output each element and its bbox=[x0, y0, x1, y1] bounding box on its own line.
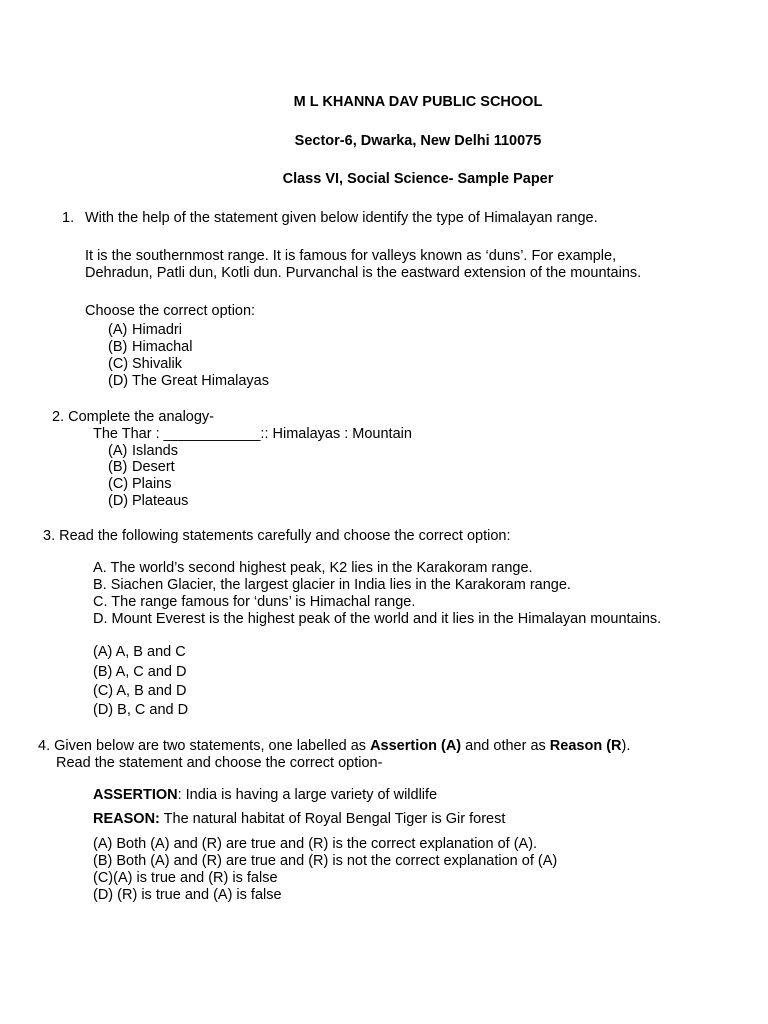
q4-text-part: ). bbox=[621, 738, 631, 754]
q1-option-a bbox=[108, 322, 182, 339]
q4-text bbox=[38, 738, 630, 755]
reason-term: Reason (R bbox=[549, 738, 622, 754]
q1-option-d bbox=[108, 373, 269, 390]
option-label: (B) bbox=[93, 853, 113, 869]
option-text: Both (A) and (R) are true and (R) is the correct explanation of (A). bbox=[116, 836, 538, 852]
option-label: (C) bbox=[108, 476, 129, 492]
q2-option-b bbox=[108, 459, 175, 476]
q4-option-c bbox=[93, 870, 278, 887]
q3-option-a bbox=[93, 644, 186, 661]
q1-passage-line: Dehradun, Patli dun, Kotli dun. Purvanchal is the eastward extension of the mountains. bbox=[85, 265, 642, 281]
q4-option-d bbox=[93, 887, 282, 904]
option-label: (C) bbox=[93, 870, 114, 886]
option-label: (D) bbox=[108, 373, 129, 389]
paper-title: Class VI, Social Science- Sample Paper bbox=[282, 171, 554, 187]
option-text: Himachal bbox=[132, 339, 193, 355]
assertion-text: : India is having a large variety of wildlife bbox=[177, 787, 438, 803]
option-label: (D) bbox=[93, 887, 114, 903]
option-text: Desert bbox=[132, 459, 175, 475]
q3-option-c bbox=[93, 683, 187, 700]
q4-text-part: and other as bbox=[461, 738, 550, 754]
q2-option-c bbox=[108, 476, 172, 493]
q3-statement: A. The world’s second highest peak, K2 lies in the Karakoram range. bbox=[93, 560, 533, 576]
reason-text: The natural habitat of Royal Bengal Tiger is Gir forest bbox=[159, 811, 506, 827]
option-text: Plateaus bbox=[132, 493, 189, 509]
q1-number: 1. bbox=[62, 210, 75, 226]
option-text: (A) is true and (R) is false bbox=[113, 870, 278, 886]
q3-statement: B. Siachen Glacier, the largest glacier in India lies in the Karakoram range. bbox=[93, 577, 571, 593]
option-text: (R) is true and (A) is false bbox=[117, 887, 282, 903]
option-label: (C) bbox=[93, 683, 114, 699]
option-text: Plains bbox=[132, 476, 172, 492]
option-text: The Great Himalayas bbox=[132, 373, 269, 389]
option-text: Islands bbox=[132, 443, 178, 459]
option-label: (A) bbox=[108, 322, 128, 338]
option-label: (C) bbox=[108, 356, 129, 372]
q2-analogy: The Thar : ____________:: Himalayas : Mountain bbox=[93, 426, 412, 442]
q3-option-d bbox=[93, 702, 188, 719]
q1-prompt: Choose the correct option: bbox=[85, 303, 256, 319]
option-text: Both (A) and (R) are true and (R) is not the correct explanation of (A) bbox=[116, 853, 558, 869]
option-text: A, B and C bbox=[115, 644, 186, 660]
q4-text-part: 4. Given below are two statements, one labelled as bbox=[38, 738, 371, 754]
reason-line bbox=[93, 811, 505, 828]
q2-option-a bbox=[108, 443, 178, 460]
q4-option-b bbox=[93, 853, 557, 870]
option-label: (A) bbox=[93, 644, 113, 660]
option-label: (B) bbox=[108, 459, 128, 475]
reason-label: REASON: bbox=[93, 811, 160, 827]
q1-option-c bbox=[108, 356, 182, 373]
q2-option-d bbox=[108, 493, 188, 510]
option-label: (A) bbox=[108, 443, 128, 459]
option-label: (D) bbox=[93, 702, 114, 718]
assertion-label: ASSERTION bbox=[93, 787, 178, 803]
q3-statement: D. Mount Everest is the highest peak of the world and it lies in the Himalayan mountains. bbox=[93, 611, 662, 627]
q3-text: 3. Read the following statements carefully and choose the correct option: bbox=[43, 528, 511, 544]
option-text: A, B and D bbox=[116, 683, 187, 699]
option-text: B, C and D bbox=[117, 702, 189, 718]
q4-instruction: Read the statement and choose the correct option- bbox=[56, 755, 383, 771]
school-address: Sector-6, Dwarka, New Delhi 110075 bbox=[294, 133, 542, 149]
q3-statement: C. The range famous for ‘duns’ is Himachal range. bbox=[93, 594, 416, 610]
q1-option-b bbox=[108, 339, 192, 356]
option-label: (D) bbox=[108, 493, 129, 509]
option-label: (B) bbox=[93, 664, 113, 680]
option-text: A, C and D bbox=[115, 664, 187, 680]
assertion-term: Assertion (A) bbox=[370, 738, 462, 754]
assertion-line bbox=[93, 787, 437, 804]
q3-option-b bbox=[93, 664, 187, 681]
q1-text: With the help of the statement given below identify the type of Himalayan range. bbox=[85, 210, 598, 226]
school-name: M L KHANNA DAV PUBLIC SCHOOL bbox=[293, 94, 543, 110]
option-text: Himadri bbox=[132, 322, 182, 338]
q4-option-a bbox=[93, 836, 537, 853]
option-label: (B) bbox=[108, 339, 128, 355]
option-text: Shivalik bbox=[132, 356, 182, 372]
q1-passage-line: It is the southernmost range. It is famous for valleys known as ‘duns’. For example, bbox=[85, 248, 617, 264]
q2-text: 2. Complete the analogy- bbox=[52, 409, 215, 425]
option-label: (A) bbox=[93, 836, 113, 852]
